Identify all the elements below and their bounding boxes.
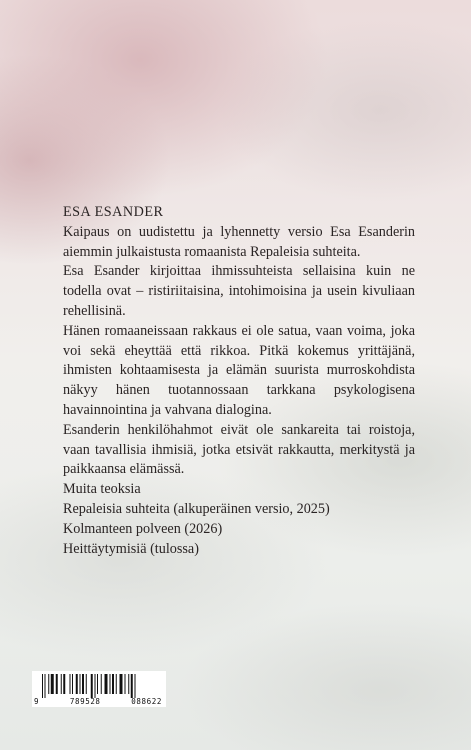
barcode-bar <box>51 674 54 694</box>
barcode-bar <box>63 674 65 694</box>
other-work-item: Kolmanteen polveen (2026) <box>63 520 223 537</box>
back-cover-text <box>63 203 415 559</box>
barcode-bar <box>97 674 98 694</box>
barcode-bar <box>42 674 43 698</box>
other-works-heading: Muita teoksia <box>63 481 141 498</box>
barcode-bar <box>86 674 87 694</box>
barcode-bar <box>112 674 114 694</box>
barcode-bar <box>48 674 49 694</box>
barcode-bar <box>76 674 78 694</box>
other-works-list <box>63 500 415 559</box>
barcode-bar <box>61 674 62 694</box>
barcode-bar <box>70 674 71 694</box>
barcode-bar <box>128 674 129 694</box>
barcode-digit-first: 9 <box>34 697 40 706</box>
barcode-bar <box>116 674 117 694</box>
barcode-bar <box>120 674 123 694</box>
barcode-bar <box>101 674 102 694</box>
barcode-bar <box>45 674 46 698</box>
barcode-bar <box>125 674 126 694</box>
barcode-digits-left: 789528 <box>69 697 101 706</box>
barcode-bar <box>72 674 73 694</box>
other-work-item: Heittäytymisiä (tulossa) <box>63 540 199 557</box>
paragraph-intro: Kaipaus on uudistettu ja lyhennetty versio Esa Esanderin aiemmin julkaistusta romaanista Repaleisia suhteita. <box>63 223 415 260</box>
barcode-bar <box>131 674 133 698</box>
barcode-digits-right: 088622 <box>131 697 162 706</box>
barcode-bar <box>105 674 108 694</box>
barcode-bar <box>110 674 111 694</box>
barcode-bar <box>135 674 136 698</box>
barcode-bar <box>95 674 96 698</box>
barcode-bar <box>82 674 84 694</box>
isbn-barcode <box>32 671 166 707</box>
paragraph-style: Hänen romaaneissaan rakkaus ei ole satua, vaan voima, joka voi sekä eheyttää että rikkoa. Pitkä kokemus yrittäjänä, ihmisten kohtaamisesta ja elämän suurista murroskohdista näkyy hänen tuotannossaan tarkkana psykologisena havainnointina ja vahvana dialogina. <box>63 322 415 418</box>
barcode-bars <box>36 674 162 698</box>
barcode-digits <box>32 697 166 706</box>
other-work-item: Repaleisia suhteita (alkuperäinen versio, 2025) <box>63 500 330 517</box>
barcode-bar <box>91 674 93 698</box>
paragraph-themes: Esa Esander kirjoittaa ihmissuhteista sellaisina kuin ne todella ovat – ristiriitaisina, intohimoisina ja usein kivuliaan rehellisinä. <box>63 263 415 319</box>
barcode-bar <box>56 674 58 694</box>
paragraph-characters: Esanderin henkilöhahmot eivät ole sankareita tai roistoja, vaan tavallisia ihmisiä, jotka etsivät rakkautta, merkitystä ja paikkaansa elämässä. <box>63 421 415 478</box>
author-heading: ESA ESANDER <box>63 204 164 220</box>
barcode-bar <box>80 674 81 694</box>
